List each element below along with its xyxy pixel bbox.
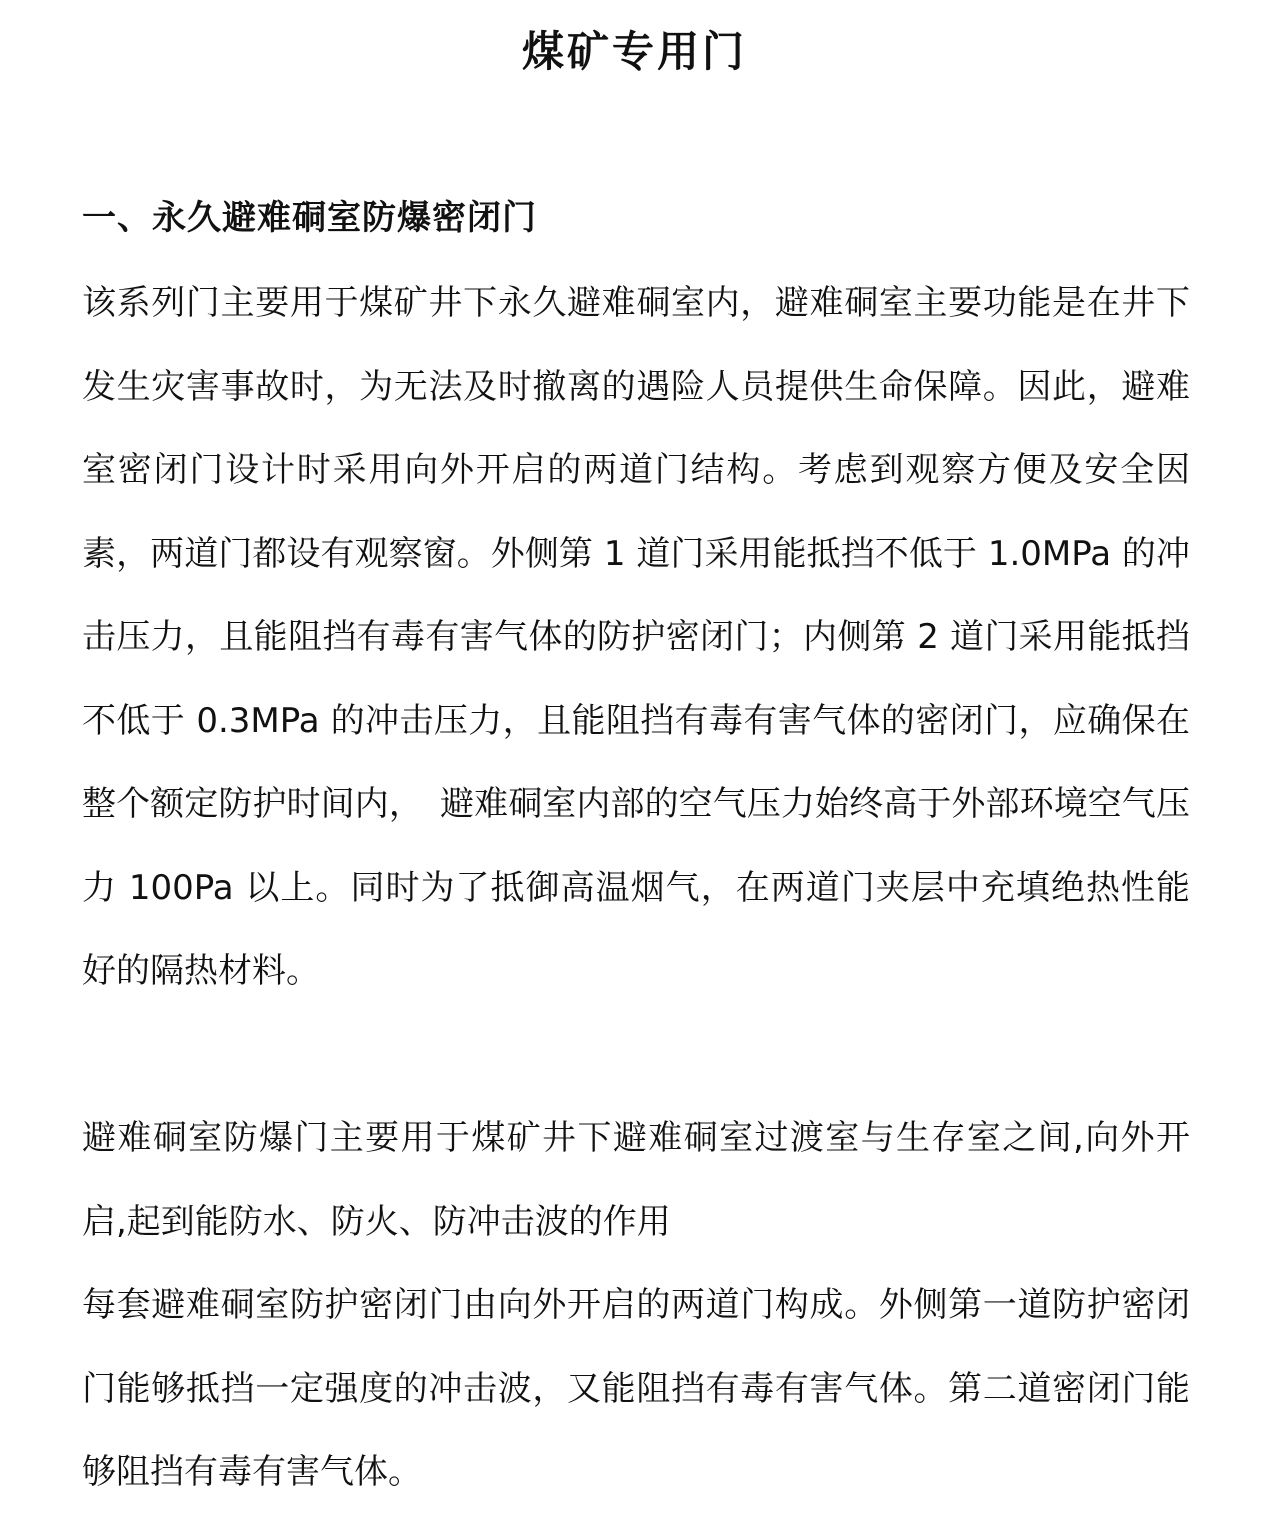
paragraph-usage: 避难硐室防爆门主要用于煤矿井下避难硐室过渡室与生存室之间,向外开启,起到能防水、防火、防冲击波的作用: [82, 1118, 1190, 1242]
section-heading: 一、永久避难硐室防爆密闭门: [82, 198, 537, 238]
document-title: 煤矿专用门: [521, 27, 747, 76]
paragraph-structure: 每套避难硐室防护密闭门由向外开启的两道门构成。外侧第一道防护密闭门能够抵挡一定强度的冲击波，又能阻挡有毒有害气体。第二道密闭门能够阻挡有毒有害气体。: [82, 1285, 1190, 1492]
paragraph-intro: 该系列门主要用于煤矿井下永久避难硐室内，避难硐室主要功能是在井下发生灾害事故时，为无法及时撤离的遇险人员提供生命保障。因此，避难室密闭门设计时采用向外开启的两道门结构。考虑到观察方便及安全因素，两道门都设有观察窗。外侧第 1 道门采用能抵挡不低于 1.0MPa 的冲击压力，且能阻挡有毒有害气体的防护密闭门；内侧第 2 道门采用能抵挡不低于 0.3MPa 的冲击压力，且能阻挡有毒有害气体的密闭门，应确保在整个额定防护时间内， 避难硐室内部的空气压力始终高于外部环境空气压力 100Pa 以上。同时为了抵御高温烟气，在两道门夹层中充填绝热性能好的隔热材料。: [82, 283, 1190, 991]
